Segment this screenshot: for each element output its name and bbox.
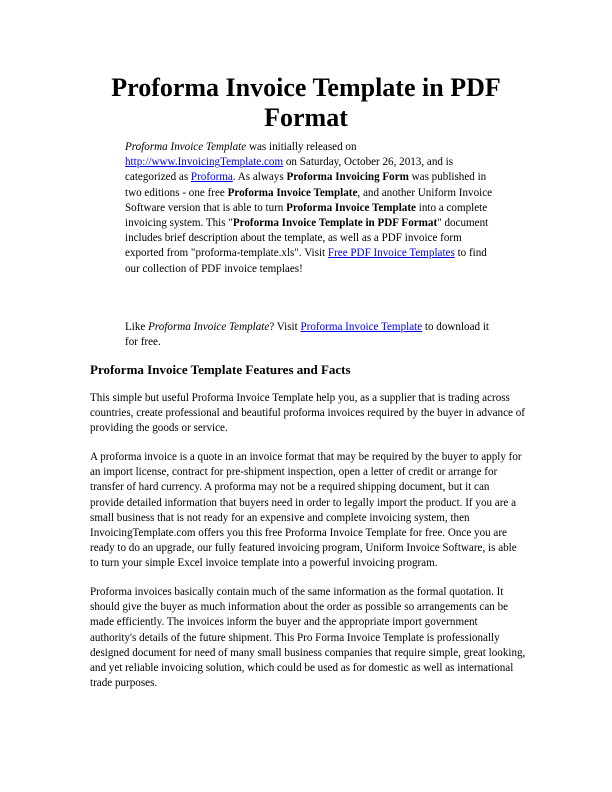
website-link[interactable]: http://www.InvoicingTemplate.com xyxy=(125,156,284,169)
body-paragraph: This simple but useful Proforma Invoice Template help you, as a supplier that is trading across countries, create professional and beautiful proforma invoices required by the buyer in advance of providing the goods or service. xyxy=(90,392,525,435)
document-title: Proforma Invoice Template in PDF Format xyxy=(111,73,501,132)
pdf-templates-link[interactable]: Free PDF Invoice Templates xyxy=(327,247,455,260)
body-paragraph: A proforma invoice is a quote in an invoice format that may be required by the buyer to apply for an import license, contract for pre-shipment inspection, open a letter of credit or arrange for transfer of hard currency. A proforma may not be a required shipping document, but it can provide detailed information that buyers need in order to legally import the product. If you are a small business that is not ready for an expensive and complete invoicing system, then InvoicingTemplate.com offers you this free Proforma Invoice Template for free. Once you are ready to do an upgrade, our fully featured invoicing program, Uniform Invoice Software, is able to turn your simple Excel invoice template into a powerful invoicing program. xyxy=(90,451,522,570)
body-paragraph: Proforma invoices basically contain much of the same information as the formal quotation. It should give the buyer as much information about the order as possible so arrangements can be made efficiently. The invoices inform the buyer and the appropriate import government authority's details of the future shipment. This Pro Forma Invoice Template is professionally designed document for need of many small business companies that require simple, great looking, and yet reliable invoicing solution, which could be used as for domestic as well as international trade purposes. xyxy=(90,586,526,690)
download-paragraph: Like Proforma Invoice Template? Visit Proforma Invoice Template to download it for free. xyxy=(125,321,489,349)
category-link[interactable]: Proforma xyxy=(190,171,233,184)
section-heading: Proforma Invoice Template Features and Facts xyxy=(90,362,351,377)
download-link[interactable]: Proforma Invoice Template xyxy=(300,321,423,333)
template-name: Proforma Invoice Template xyxy=(125,141,247,153)
intro-paragraph: Proforma Invoice Template was initially released on http://www.InvoicingTemplate.com on Saturday, October 26, 2013, and is categorized as Proforma. As always Proforma Invoicing Form was published in two editions - one free Proforma Invoice Template, and another Uniform Invoice Software version that is able to turn Proforma Invoice Template into a complete invoicing system. This "Proforma Invoice Template in PDF Format" document includes brief description about the template, as well as a PDF invoice form exported from "proforma-template.xls". Visit Free PDF Invoice Templates to find our collection of PDF invoice templaes! xyxy=(125,141,493,275)
